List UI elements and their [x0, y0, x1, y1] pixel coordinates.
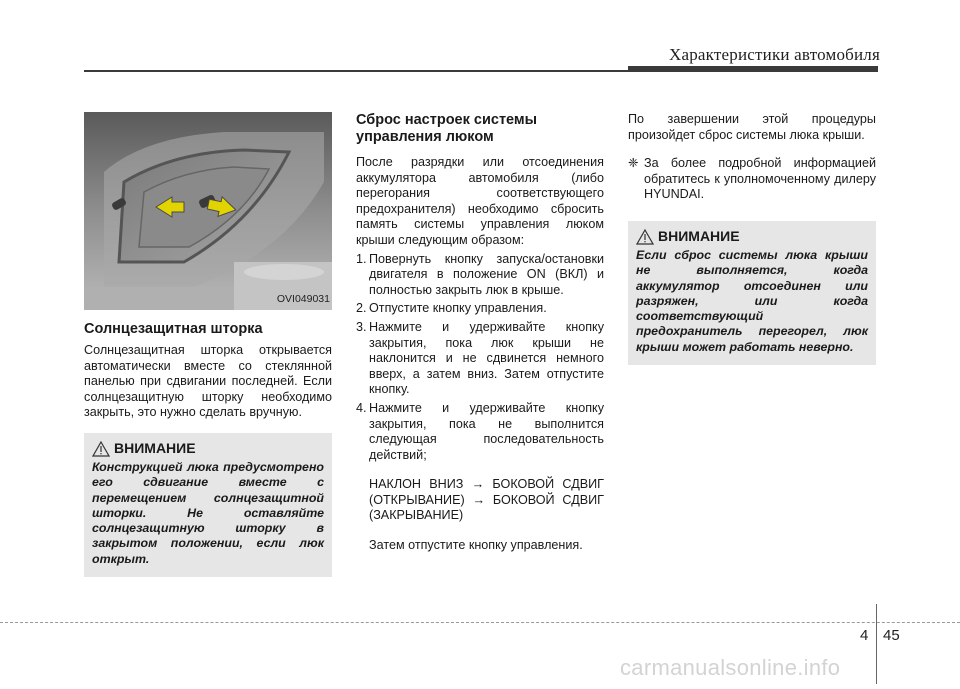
- sunroof-photo: [84, 112, 332, 310]
- list-item: 4. Нажмите и удерживайте кнопку закрытия, пока не выполнится следующая последовательность действий;: [356, 400, 604, 462]
- dealer-note: ❈ За более подробной информацией обратитесь к уполномоченному дилеру HYUNDAI.: [628, 156, 876, 202]
- column-2: [356, 112, 604, 554]
- chapter-number: 4: [860, 627, 869, 644]
- reset-steps-list: [356, 252, 604, 464]
- reset-closing: Затем отпустите кнопку управления.: [369, 538, 583, 553]
- warning-title: ВНИМАНИЕ: [114, 440, 196, 457]
- page-number-divider: [876, 604, 877, 684]
- list-item: 1. Повернуть кнопку запуска/остановки двигателя в положение ON (ВКЛ) и полностью закрыть люк в крыше.: [356, 251, 604, 297]
- section-heading-sunshade: Солнцезащитная шторка: [84, 321, 263, 337]
- footer-rule: [0, 622, 960, 623]
- list-item: 3. Нажмите и удерживайте кнопку закрытия, пока люк крыши не наклонится и не сдвинется немного вверх, а затем вниз. Затем отпустите кнопку.: [356, 319, 604, 397]
- sunshade-body: Солнцезащитная шторка открывается автоматически вместе со стеклянной панелью при сдвигании последней. Если солнцезащитную шторку необходимо закрыть, это нужно сделать вручную.: [84, 343, 332, 420]
- column-3: [628, 112, 876, 365]
- figure-code: OVI049031: [276, 293, 330, 306]
- reset-sequence: НАКЛОН ВНИЗ → БОКОВОЙ СДВИГ (ОТКРЫВАНИЕ) → БОКОВОЙ СДВИГ (ЗАКРЫВАНИЕ): [369, 477, 604, 523]
- warning-title: ВНИМАНИЕ: [658, 228, 740, 245]
- watermark: carmanualsonline.info: [620, 655, 841, 680]
- warning-triangle-icon: [92, 441, 110, 457]
- warning-text: Конструкцией люка предусмотрено его сдвигание вместе с перемещением солнцезащитной шторки. Не оставляйте солнцезащитную шторку в закрытом положении, если люк открыт.: [92, 459, 324, 566]
- warning-text: Если сброс системы люка крыши не выполняется, когда аккумулятор отсоединен или разряжен, или когда соответствующий предохранитель перегорел, люк крыши может работать неверно.: [636, 247, 868, 354]
- list-item: 2. Отпустите кнопку управления.: [356, 301, 547, 316]
- page-number: 45: [883, 627, 900, 644]
- reset-result: По завершении этой процедуры произойдет сброс системы люка крыши.: [628, 112, 876, 142]
- reset-intro: После разрядки или отсоединения аккумулятора автомобиля (либо перегорания соответствующего предохранителя) необходимо сбросить память системы управления люком крыши следующим образом:: [356, 155, 604, 247]
- warning-box-reset: [628, 221, 876, 365]
- header-rule-accent: [628, 66, 878, 72]
- warning-box-sunshade: [84, 433, 332, 577]
- warning-triangle-icon: [636, 229, 654, 245]
- section-heading-reset: Сброс настроек системы управления люком: [356, 112, 538, 145]
- column-1: [84, 112, 332, 577]
- note-mark-icon: ❈: [628, 156, 639, 171]
- page-header-title: Характеристики автомобиля: [669, 45, 880, 64]
